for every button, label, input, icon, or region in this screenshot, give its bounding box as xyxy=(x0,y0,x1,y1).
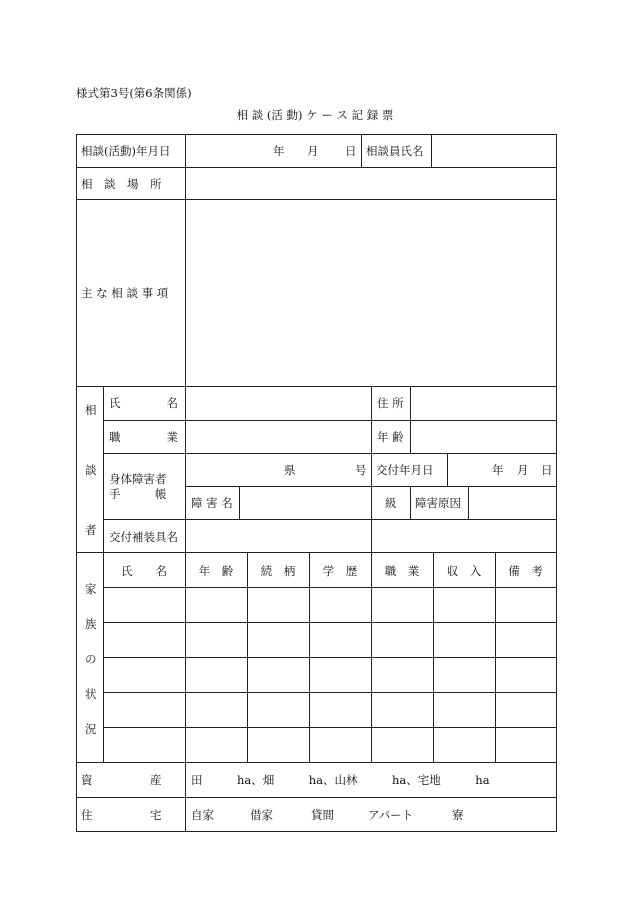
issued-date-field[interactable] xyxy=(448,454,556,486)
assets-text[interactable]: 田 ha、畑 ha、山林 ha、宅地 ha xyxy=(191,773,490,787)
disability-cause-field[interactable] xyxy=(469,487,556,519)
date-month: 月 xyxy=(307,144,319,158)
matters-field[interactable] xyxy=(186,200,556,386)
disability-name-label: 障 害 名 xyxy=(191,496,233,510)
job-label: 職 業 xyxy=(109,430,178,444)
date-day: 日 xyxy=(345,144,357,158)
row-divider xyxy=(76,797,557,798)
job-field[interactable] xyxy=(186,421,371,453)
handbook-label-2: 手 帳 xyxy=(109,487,167,501)
family-row[interactable] xyxy=(104,693,556,727)
consultant-name-field[interactable] xyxy=(186,387,371,420)
family-side-char: 家 xyxy=(85,582,97,596)
place-label: 相 談 場 所 xyxy=(81,177,162,191)
row-divider xyxy=(76,762,557,763)
address-field[interactable] xyxy=(411,387,556,420)
matters-label: 主 な 相 談 事 項 xyxy=(81,286,169,300)
family-header: 続 柄 xyxy=(260,564,296,578)
housing-option-apartment[interactable]: アパート xyxy=(368,808,414,822)
family-header: 学 歴 xyxy=(322,564,358,578)
row-divider xyxy=(76,552,557,553)
table-border-right xyxy=(556,134,557,832)
housing-option-own[interactable]: 自家 xyxy=(191,808,214,822)
family-side-char: 状 xyxy=(85,687,97,701)
col-divider xyxy=(410,486,411,519)
issued-date-label: 交付年月日 xyxy=(376,463,434,477)
consultant-side-char: 談 xyxy=(85,463,97,477)
grade-label: 級 xyxy=(385,496,397,510)
family-row[interactable] xyxy=(104,623,556,657)
aids-label: 交付補装具名 xyxy=(109,530,178,544)
housing-option-rented-room[interactable]: 貸間 xyxy=(311,808,334,822)
family-side-char: の xyxy=(85,652,97,666)
table-border-left xyxy=(76,134,77,832)
aids-field[interactable] xyxy=(186,520,371,552)
date-field[interactable] xyxy=(186,135,361,167)
family-row[interactable] xyxy=(104,588,556,622)
issued-month: 月 xyxy=(517,463,529,477)
counselor-name-label: 相談員氏名 xyxy=(366,144,424,158)
handbook-label: 身体障害者 xyxy=(109,472,167,486)
housing-label: 住 宅 xyxy=(81,808,162,822)
family-header: 職 業 xyxy=(384,564,420,578)
family-header: 収 入 xyxy=(446,564,482,578)
assets-label: 資 産 xyxy=(81,773,162,787)
date-year: 年 xyxy=(273,144,285,158)
family-row[interactable] xyxy=(104,658,556,692)
address-label: 住 所 xyxy=(377,396,404,410)
issued-day: 日 xyxy=(541,463,553,477)
family-header: 備 考 xyxy=(508,564,543,578)
place-field[interactable] xyxy=(186,168,556,199)
age-field[interactable] xyxy=(411,421,556,453)
disability-cause-label: 障害原因 xyxy=(415,496,461,510)
consultant-side-char: 者 xyxy=(85,523,97,537)
table-border-bottom xyxy=(76,831,557,832)
family-side-char: 況 xyxy=(85,722,97,736)
col-divider xyxy=(361,134,362,167)
housing-option-dormitory[interactable]: 寮 xyxy=(452,808,464,822)
date-label: 相談(活動)年月日 xyxy=(81,144,171,158)
disability-name-field[interactable] xyxy=(240,487,410,519)
age-label: 年 齢 xyxy=(377,430,404,444)
col-divider xyxy=(371,386,372,552)
family-side-char: 族 xyxy=(85,617,97,631)
number-label: 号 xyxy=(355,463,367,477)
family-row[interactable] xyxy=(104,728,556,762)
prefecture-label: 県 xyxy=(284,463,296,477)
form-title: 相 談 (活 動) ケ ー ス 記 録 票 xyxy=(236,108,394,122)
issued-year: 年 xyxy=(492,463,504,477)
handbook-number-field[interactable] xyxy=(186,454,371,486)
form-style-note: 様式第3号(第6条関係) xyxy=(76,86,192,100)
family-header: 氏 名 xyxy=(121,564,167,578)
consultant-side-char: 相 xyxy=(85,403,97,417)
counselor-name-field[interactable] xyxy=(432,135,556,167)
housing-option-rented-house[interactable]: 借家 xyxy=(250,808,273,822)
consultant-name-label: 氏 名 xyxy=(109,396,178,410)
family-header: 年 齢 xyxy=(198,564,234,578)
